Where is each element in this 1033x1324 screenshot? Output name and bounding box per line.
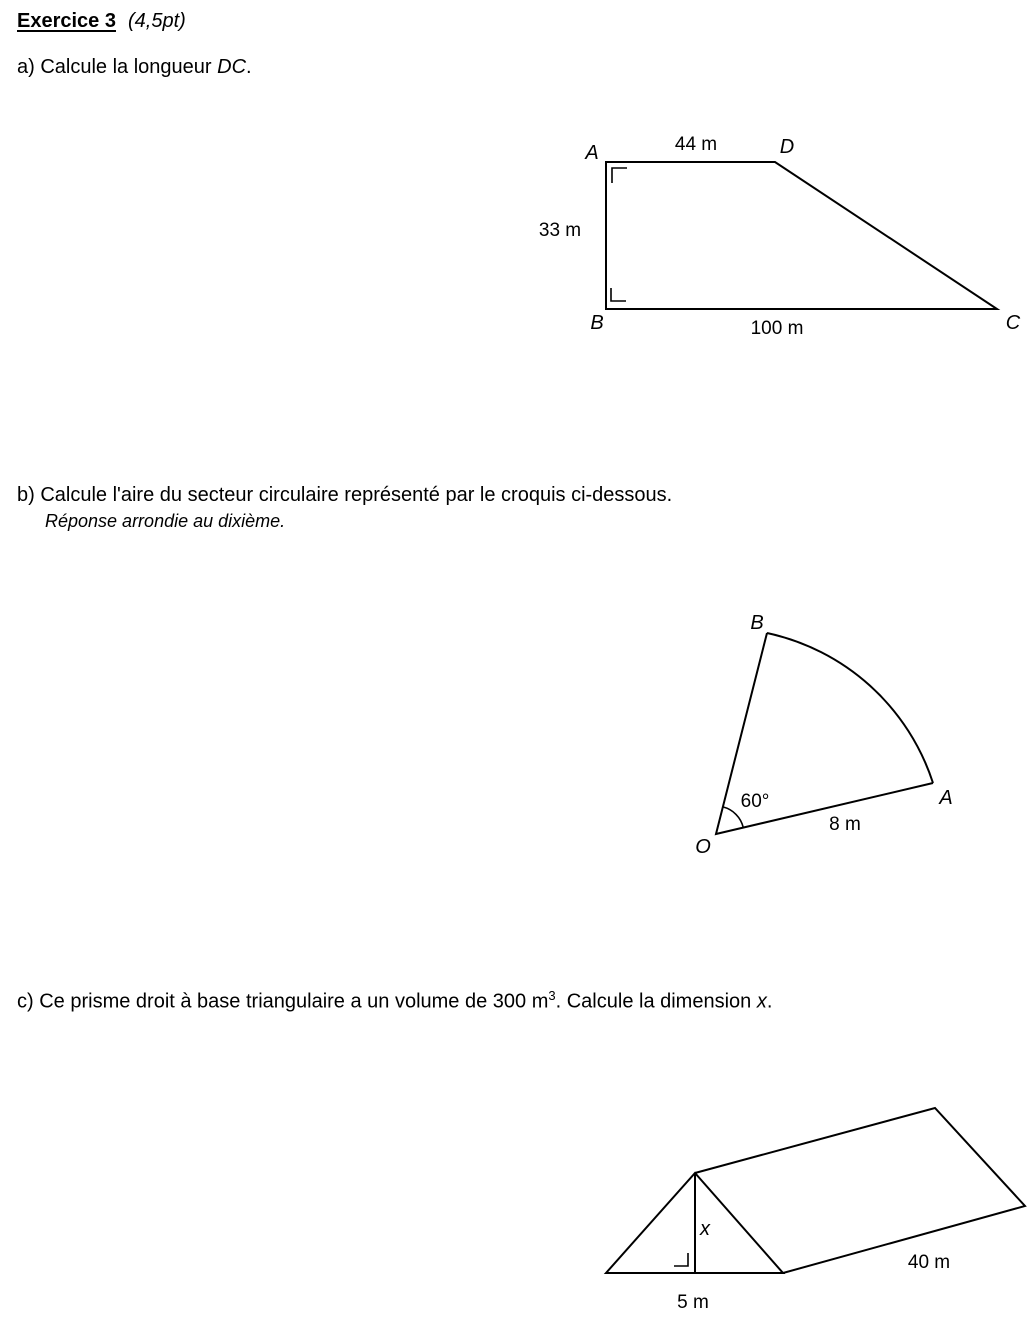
part-b-prompt: b) Calcule l'aire du secteur circulaire représenté par le croquis ci-dessous.: [17, 484, 673, 506]
side-length-bc: 100 m: [750, 318, 804, 339]
part-a-length-name: DC: [217, 56, 247, 78]
angle-value-label: 60°: [740, 791, 770, 812]
base-length-label: 5 m: [677, 1292, 709, 1313]
figure-circular-sector: [640, 585, 1000, 875]
vertex-label-b: B: [590, 312, 604, 334]
right-angle-mark-b: [611, 288, 626, 301]
exercise-title: Exercice 3: [17, 10, 116, 32]
figure-trapezoid: [500, 128, 1033, 343]
exercise-header: [17, 10, 186, 33]
part-a-prompt: [17, 56, 252, 79]
vertex-label-d: D: [779, 136, 795, 158]
vertex-label-c: C: [1005, 312, 1021, 334]
sector-arc: [767, 633, 933, 783]
right-angle-mark-height: [674, 1253, 688, 1266]
center-label-o: O: [695, 836, 711, 858]
part-a-prompt-text: a) Calcule la longueur: [17, 56, 218, 78]
vertex-label-a: A: [585, 142, 599, 164]
part-c-prompt: [17, 988, 772, 1014]
part-a-prompt-period: .: [246, 56, 252, 78]
radius-length-label: 8 m: [829, 814, 861, 835]
side-length-ad: 44 m: [674, 134, 718, 155]
side-length-ab: 33 m: [538, 220, 582, 241]
part-c-dimension-name: x: [756, 990, 767, 1013]
part-c-prompt-period: .: [766, 990, 773, 1013]
part-c-prompt-mid: . Calcule la dimension: [555, 990, 757, 1013]
part-c-volume-exponent: 3: [548, 988, 556, 1003]
figure-triangular-prism: [585, 1085, 1033, 1324]
right-angle-mark-a: [612, 168, 627, 183]
part-b-note: Réponse arrondie au dixième.: [45, 511, 286, 531]
point-label-a: A: [939, 787, 953, 809]
trapezoid-outline: [606, 162, 997, 309]
exercise-points: (4,5pt): [127, 10, 186, 32]
part-c-prompt-text: c) Ce prisme droit à base triangulaire a un volume de 300 m: [17, 990, 549, 1013]
prism-back-edges: [695, 1108, 1025, 1273]
point-label-b: B: [750, 612, 764, 634]
height-label-x: x: [700, 1218, 710, 1240]
prism-length-label: 40 m: [907, 1252, 951, 1273]
